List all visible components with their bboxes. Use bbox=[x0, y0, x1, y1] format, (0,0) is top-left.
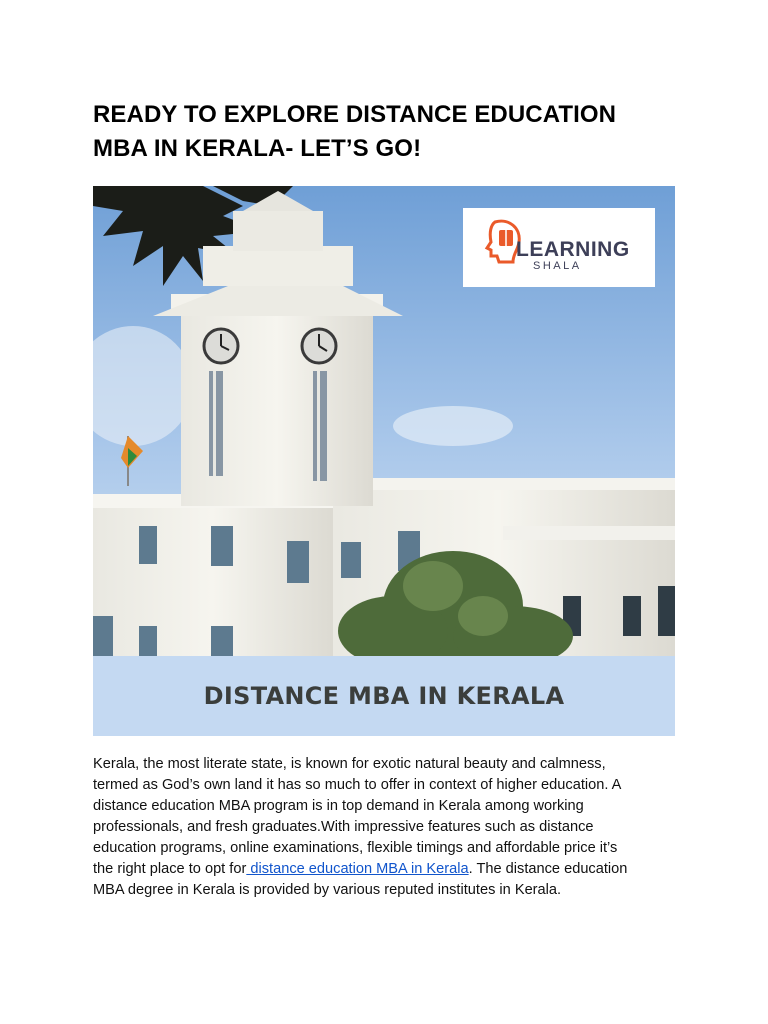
logo-sub-text: SHALA bbox=[533, 260, 582, 272]
paragraph-line-7: MBA degree in Kerala is provided by various reputed institutes in Kerala. bbox=[93, 882, 562, 898]
paragraph-line-6-start: the right place to opt for bbox=[93, 861, 247, 877]
logo-main-text: LEARNING bbox=[516, 238, 630, 261]
hero-image bbox=[93, 186, 675, 656]
distance-mba-kerala-link[interactable]: distance education MBA in Kerala bbox=[246, 861, 469, 877]
banner-text: DISTANCE MBA IN KERALA bbox=[203, 682, 565, 710]
body-paragraph bbox=[93, 754, 675, 901]
paragraph-line-1: Kerala, the most literate state, is known for exotic natural beauty and calmness, bbox=[93, 756, 606, 772]
paragraph-line-6-end: . The distance education bbox=[468, 861, 628, 877]
paragraph-line-3: distance education MBA program is in top demand in Kerala among working bbox=[93, 798, 584, 814]
page-title bbox=[93, 98, 693, 166]
title-line-2: MBA IN KERALA- LET’S GO! bbox=[93, 135, 422, 162]
paragraph-line-2: termed as God’s own land it has so much to offer in context of higher education. A bbox=[93, 777, 622, 793]
banner bbox=[93, 656, 675, 736]
title-line-1: READY TO EXPLORE DISTANCE EDUCATION bbox=[93, 101, 617, 128]
learning-shala-logo bbox=[463, 208, 655, 287]
paragraph-line-5: education programs, online examinations, flexible timings and affordable price it’s bbox=[93, 840, 618, 856]
paragraph-line-4: professionals, and fresh graduates.With impressive features such as distance bbox=[93, 819, 594, 835]
